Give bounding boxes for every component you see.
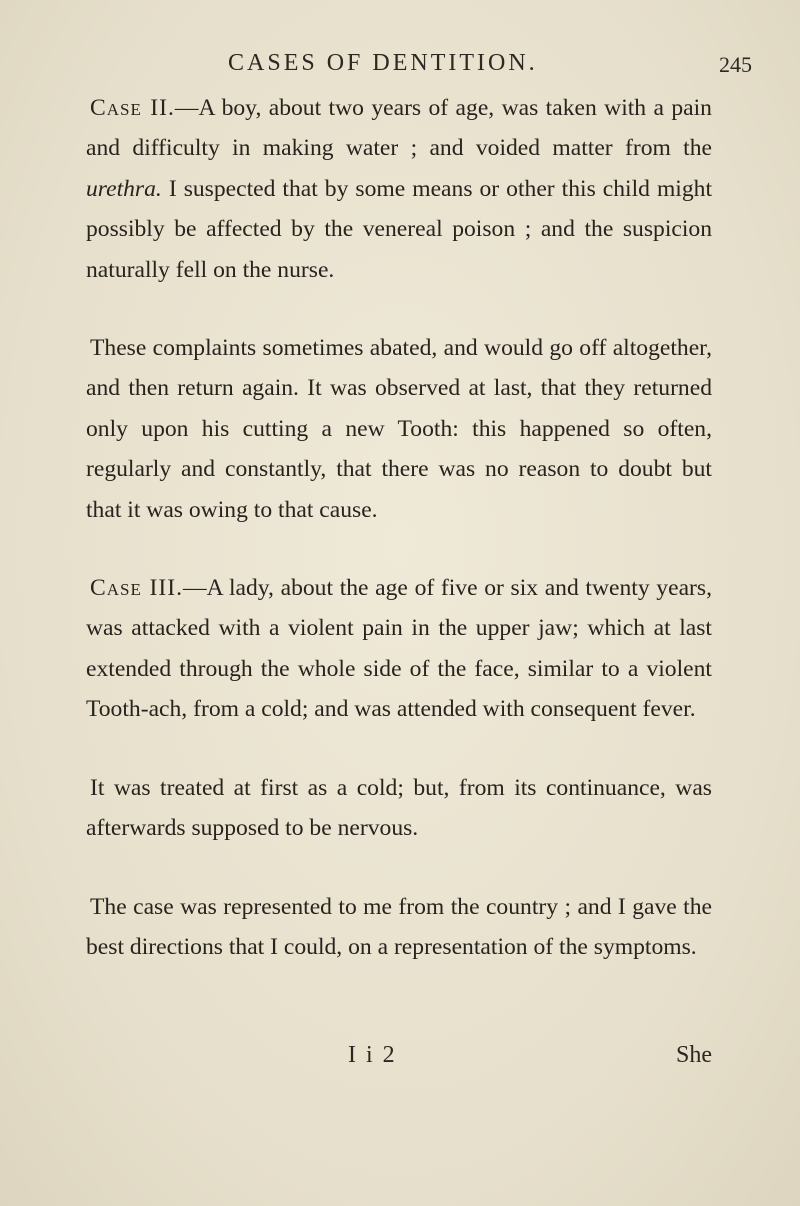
paragraph-text: —A boy, about two years of age, was taken with a pain and difficulty in making water ; and voided matter from the [86,95,712,162]
running-title: CASES OF DENTITION. [228,50,538,76]
paragraph-text: It was treated at first as a cold; but, from its continuance, was afterwards supposed to be nervous. [86,774,712,842]
body-text [86,88,712,967]
paragraph-case-3 [86,568,712,730]
paragraph-represented [86,887,712,968]
paragraph-treated [86,768,712,849]
page-number: 245 [719,52,752,77]
paragraph-text: —A lady, about the age of five or six and twenty years, was attacked with a violent pain in the upper jaw; which at last extended through the whole side of the face, similar to a violent Tooth-ach, from a cold; and was attended with consequent fever. [86,575,712,723]
paragraph-complaints [86,328,712,530]
case-label: Case II. [90,95,175,121]
paragraph-text: These complaints sometimes abated, and would go off altogether, and then return again. It was observed at last, that they returned only upon his cutting a new Tooth: this happened so often, regularly and constantly, that there was no reason to doubt but that it was owing to that cause. [86,335,712,523]
catchword: She [676,1042,712,1068]
running-head [86,40,752,80]
signature-mark: I i 2 [348,1042,397,1068]
italic-term: urethra. [86,175,162,202]
paragraph-case-2 [86,88,712,290]
case-label: Case III. [90,575,183,602]
paragraph-text: I suspected that by some means or other this child might possibly be affected by the venereal poison ; and the suspicion naturally fell on the nurse. [86,175,712,283]
page-footer [86,1042,712,1082]
paragraph-text: The case was represented to me from the country ; and I gave the best directions that I could, on a representation of the symptoms. [86,893,712,960]
